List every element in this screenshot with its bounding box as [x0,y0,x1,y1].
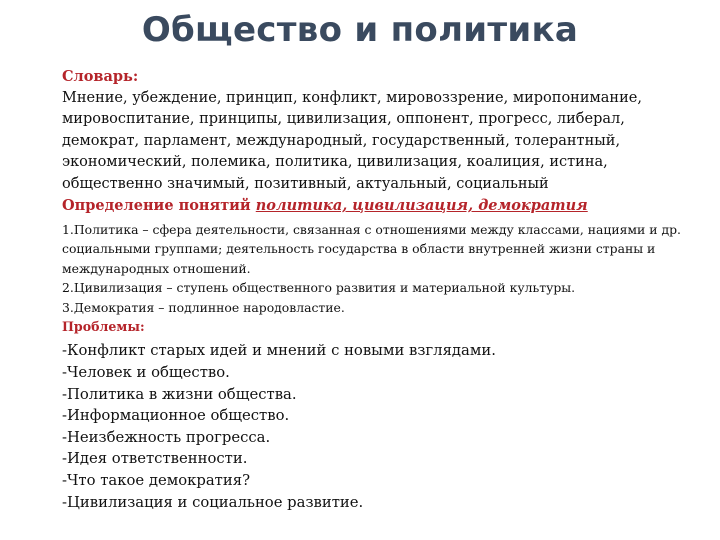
definitions-heading-prefix: Определение понятий [62,197,256,214]
definitions-heading-terms: политика, цивилизация, демократия [255,197,588,214]
problems-list [62,340,702,513]
problem-item: -Цивилизация и социальное развитие. [62,493,364,511]
problem-item: -Что такое демократия? [62,472,251,490]
definition-item-democracy: 3.Демократия – подлинное народовластие. [62,299,345,315]
slide-title: Общество и политика [141,10,579,50]
problem-item: -Идея ответственности. [62,450,248,468]
definition-item-civilization: 2.Цивилизация – ступень общественного развития и материальной культуры. [62,280,576,296]
definition-item-politics: 1.Политика – сфера деятельности, связанная с отношениями между классами, нациями и др. социальными группами; деятельность государства в области внутренней жизни страны и международных отношений. [62,221,681,276]
problems-heading: Проблемы: [62,319,145,335]
problem-item: -Политика в жизни общества. [62,385,297,403]
slide-content [62,66,702,513]
definitions-list [62,220,702,318]
definitions-heading [62,195,702,217]
problem-item: -Неизбежность прогресса. [62,428,271,446]
vocabulary-heading: Словарь: [62,68,139,85]
vocabulary-text: Мнение, убеждение, принцип, конфликт, мировоззрение, миропонимание, мировоспитание, принципы, цивилизация, оппонент, прогресс, либерал, демократ, парламент, международный, государственный, толерантный, экономический, полемика, политика, цивилизация, коалиция, истина, общественно значимый, позитивный, актуальный, социальный [62,89,642,192]
problem-item: -Конфликт старых идей и мнений с новыми взглядами. [62,342,496,360]
problem-item: -Информационное общество. [62,407,290,425]
problem-item: -Человек и общество. [62,364,230,382]
